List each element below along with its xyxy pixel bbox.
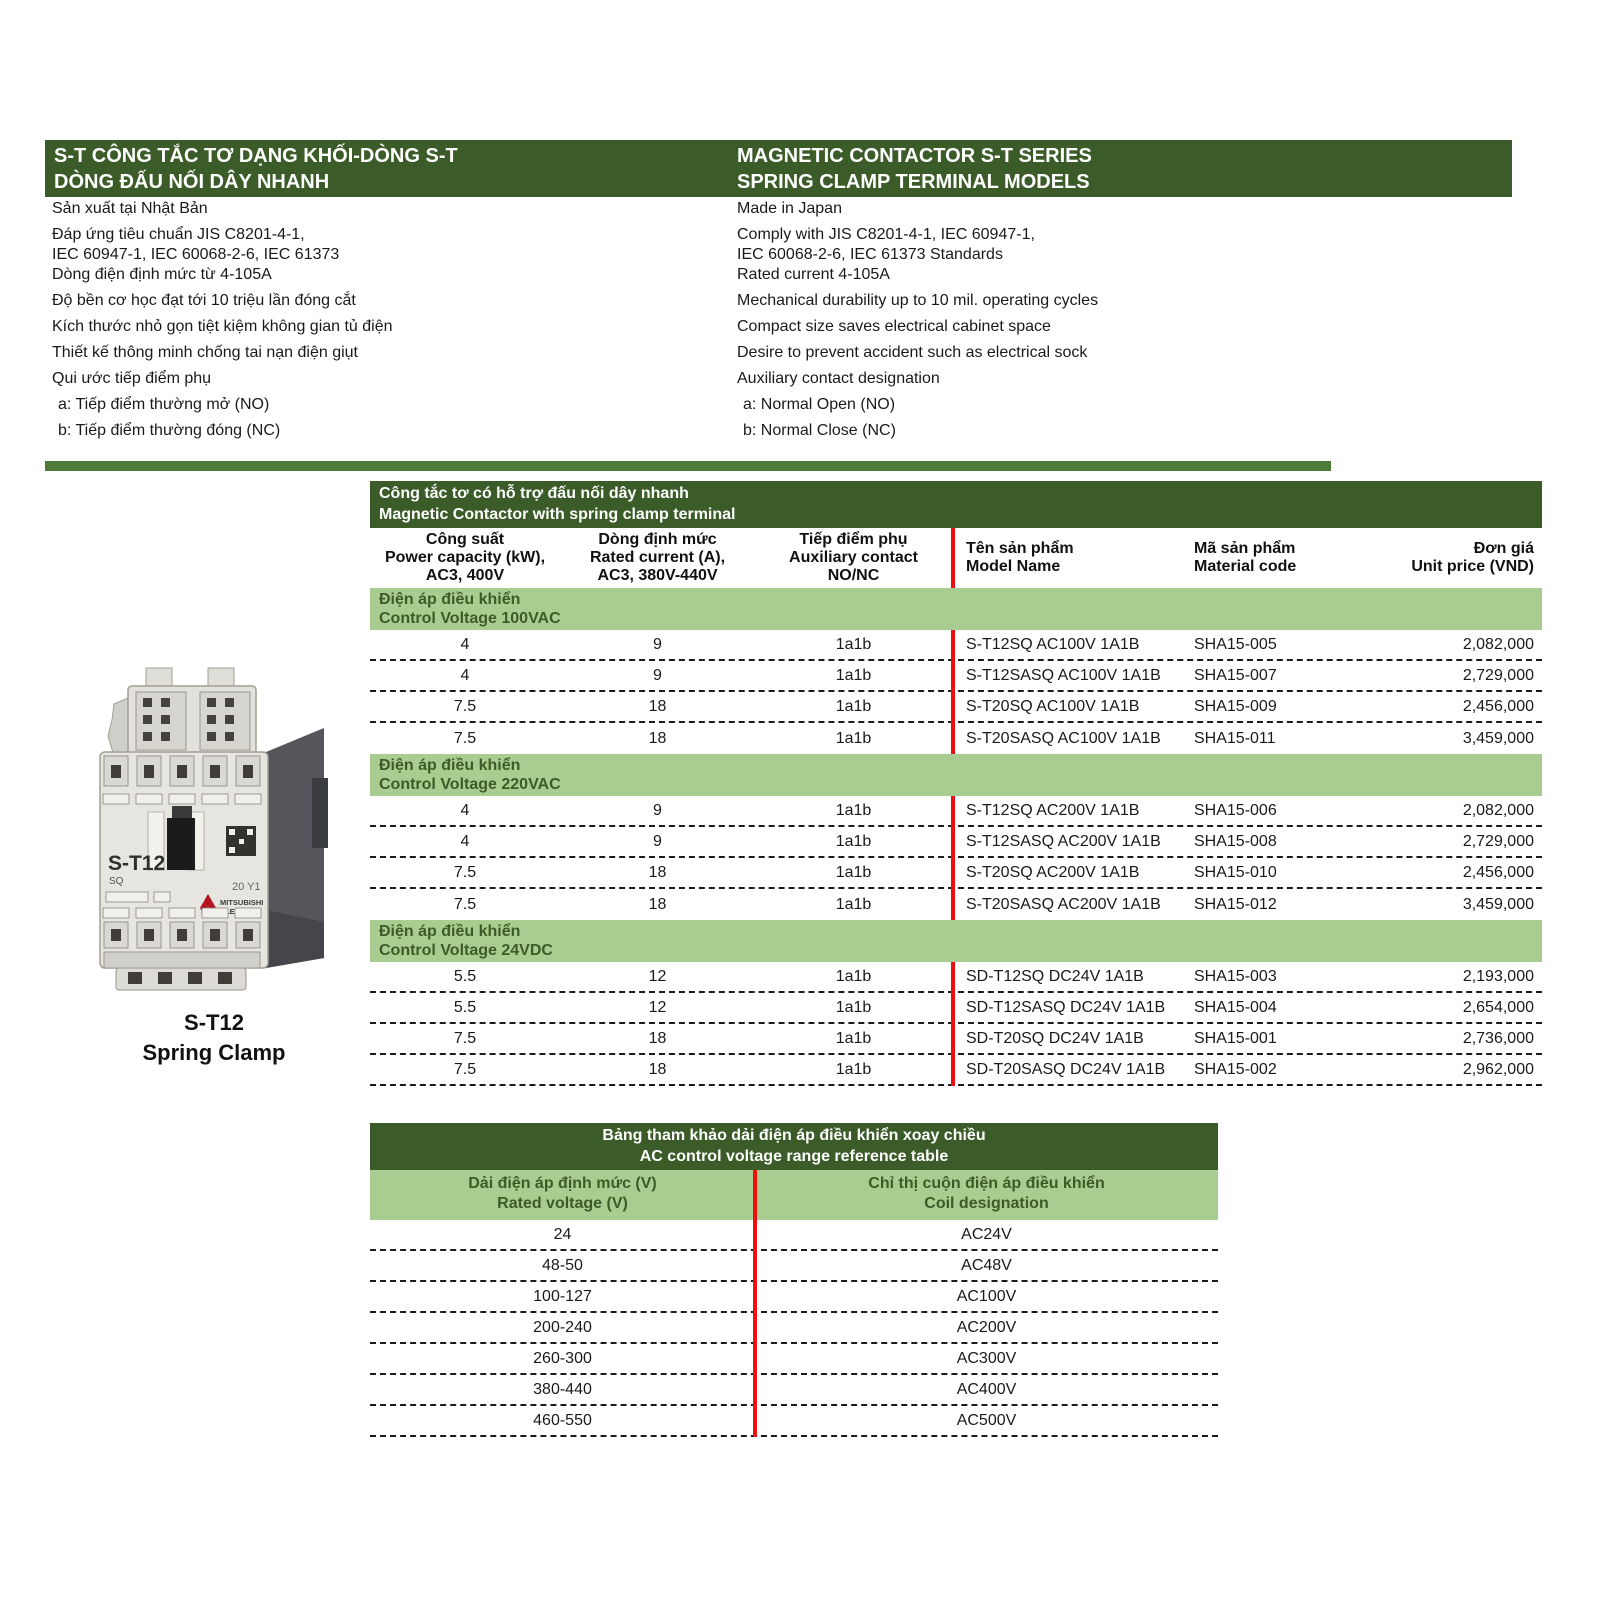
- feature-list: [52, 199, 1522, 440]
- cell-model: S-T20SASQ AC100V 1A1B: [966, 729, 1161, 747]
- feature-vi: Kích thước nhỏ gọn tiệt kiệm không gian tủ điện: [52, 318, 393, 335]
- feature-vi: Qui ước tiếp điểm phụ: [52, 370, 212, 387]
- cell-coil: AC300V: [956, 1349, 1017, 1367]
- cell-current: 18: [648, 697, 667, 715]
- feature-vi: Đáp ứng tiêu chuẩn JIS C8201-4-1,: [52, 226, 305, 243]
- feature-vi: IEC 60947-1, IEC 60068-2-6, IEC 61373: [52, 246, 340, 263]
- cell-price: 2,736,000: [1462, 1029, 1534, 1047]
- col-header-model: Tên sản phẩm Model Name: [966, 540, 1074, 575]
- feature-row: [52, 395, 1522, 414]
- cell-power: 7.5: [453, 863, 477, 881]
- table-row: [370, 858, 1542, 889]
- photo-note: 20 Y1: [232, 881, 261, 893]
- cell-code: SHA15-008: [1194, 832, 1277, 850]
- cell-voltage: 48-50: [542, 1256, 583, 1274]
- cell-current: 9: [653, 635, 662, 653]
- voltage-reference-table: [370, 1123, 1218, 1437]
- cell-coil: AC500V: [956, 1411, 1017, 1429]
- cell-aux: 1a1b: [835, 729, 872, 747]
- page-title-vi-line1: S-T CÔNG TẮC TƠ DẠNG KHỐI-DÒNG S-T: [54, 145, 458, 167]
- feature-vi: a: Tiếp điểm thường mở (NO): [58, 396, 270, 413]
- cell-price: 2,082,000: [1462, 635, 1534, 653]
- cell-price: 2,654,000: [1462, 998, 1534, 1016]
- product-photo: [88, 660, 340, 1006]
- table-row: [370, 1055, 1542, 1086]
- cell-price: 2,193,000: [1462, 967, 1534, 985]
- cell-aux: 1a1b: [835, 967, 872, 985]
- cell-coil: AC200V: [956, 1318, 1017, 1336]
- cell-power: 7.5: [453, 729, 477, 747]
- product-caption-type: Spring Clamp: [142, 1040, 286, 1065]
- feature-en: b: Normal Close (NC): [743, 422, 896, 439]
- product-table-title-vi: Công tắc tơ có hỗ trợ đấu nối dây nhanh: [379, 485, 689, 502]
- cell-current: 12: [648, 998, 667, 1016]
- feature-row: [52, 343, 1522, 362]
- feature-en: a: Normal Open (NO): [743, 396, 896, 413]
- table-row: [370, 889, 1542, 920]
- cell-code: SHA15-002: [1194, 1060, 1277, 1078]
- cell-current: 18: [648, 863, 667, 881]
- contactor-image: [88, 660, 340, 1006]
- cell-power: 7.5: [453, 1029, 477, 1047]
- cell-power: 5.5: [453, 998, 477, 1016]
- cell-price: 2,729,000: [1462, 666, 1534, 684]
- section-header-24vdc: Điện áp điều khiển Control Voltage 24VDC: [370, 920, 1542, 962]
- cell-code: SHA15-009: [1194, 697, 1277, 715]
- photo-model-label: S-T12: [108, 852, 166, 875]
- cell-coil: AC48V: [961, 1256, 1012, 1274]
- cell-price: 2,456,000: [1462, 863, 1534, 881]
- cell-model: S-T12SQ AC100V 1A1B: [966, 635, 1140, 653]
- page-title-en-line1: MAGNETIC CONTACTOR S-T SERIES: [737, 145, 1092, 167]
- table-row: [370, 630, 1542, 661]
- cell-code: SHA15-004: [1194, 998, 1277, 1016]
- cell-power: 4: [460, 832, 470, 850]
- col-header-aux: Tiếp điểm phụ Auxiliary contact NO/NC: [789, 531, 918, 584]
- cell-model: S-T12SASQ AC200V 1A1B: [966, 832, 1161, 850]
- cell-current: 18: [648, 895, 667, 913]
- section-header-100vac: Điện áp điều khiển Control Voltage 100VAC: [370, 588, 1542, 630]
- product-caption: [70, 1008, 358, 1068]
- cell-voltage: 24: [553, 1225, 572, 1243]
- cell-current: 18: [648, 1060, 667, 1078]
- section-rows-24vdc: [370, 962, 1542, 1086]
- cell-model: SD-T20SASQ DC24V 1A1B: [966, 1060, 1166, 1078]
- col-header-code: Mã sản phẩm Material code: [1194, 540, 1297, 575]
- cell-price: 2,962,000: [1462, 1060, 1534, 1078]
- cell-coil: AC24V: [961, 1225, 1012, 1243]
- section-rows-220vac: [370, 796, 1542, 920]
- feature-en: Desire to prevent accident such as electrical sock: [737, 344, 1088, 361]
- col-header-power: Công suất Power capacity (kW), AC3, 400V: [384, 531, 546, 584]
- cell-current: 18: [648, 729, 667, 747]
- col-header-current: Dòng định mức Rated current (A), AC3, 380V-440V: [589, 531, 726, 584]
- cell-code: SHA15-003: [1194, 967, 1277, 985]
- table-row: [370, 692, 1542, 723]
- reference-table-body: [370, 1170, 1218, 1437]
- cell-aux: 1a1b: [835, 895, 872, 913]
- table-row: [370, 1251, 1218, 1282]
- feature-row: [52, 317, 1522, 336]
- page-title-vi-line2: DÒNG ĐẤU NỐI DÂY NHANH: [54, 171, 330, 193]
- cell-current: 9: [653, 666, 662, 684]
- cell-power: 7.5: [453, 697, 477, 715]
- table-row: [370, 796, 1542, 827]
- cell-code: SHA15-012: [1194, 895, 1277, 913]
- col-header-rated-voltage: Dải điện áp định mức (V) Rated voltage (V): [468, 1175, 657, 1212]
- cell-coil: AC400V: [956, 1380, 1017, 1398]
- cell-model: S-T20SQ AC100V 1A1B: [966, 697, 1140, 715]
- cell-power: 4: [460, 801, 470, 819]
- cell-current: 12: [648, 967, 667, 985]
- table-row: [370, 1406, 1218, 1437]
- feature-vi: Độ bền cơ học đạt tới 10 triệu lần đóng cắt: [52, 292, 356, 309]
- table-row: [370, 1024, 1542, 1055]
- feature-en: Compact size saves electrical cabinet space: [737, 318, 1051, 335]
- cell-model: SD-T20SQ DC24V 1A1B: [966, 1029, 1144, 1047]
- feature-vi: b: Tiếp điểm thường đóng (NC): [58, 422, 281, 439]
- table-row: [370, 827, 1542, 858]
- cell-model: SD-T12SASQ DC24V 1A1B: [966, 998, 1166, 1016]
- cell-model: S-T20SQ AC200V 1A1B: [966, 863, 1140, 881]
- feature-en: Comply with JIS C8201-4-1, IEC 60947-1,: [737, 226, 1035, 243]
- page-title-en-line2: SPRING CLAMP TERMINAL MODELS: [737, 171, 1090, 193]
- product-table: [370, 481, 1542, 1086]
- cell-code: SHA15-001: [1194, 1029, 1277, 1047]
- feature-en: Rated current 4-105A: [737, 266, 890, 283]
- cell-power: 4: [460, 635, 470, 653]
- cell-price: 2,729,000: [1462, 832, 1534, 850]
- page-title-en: [737, 143, 1092, 195]
- table-row: [370, 993, 1542, 1024]
- cell-power: 7.5: [453, 1060, 477, 1078]
- cell-aux: 1a1b: [835, 635, 872, 653]
- page-title-vi: [54, 143, 458, 195]
- cell-voltage: 260-300: [533, 1349, 592, 1367]
- reference-table-title-en: AC control voltage range reference table: [639, 1148, 949, 1165]
- cell-code: SHA15-006: [1194, 801, 1277, 819]
- section-rows-100vac: [370, 630, 1542, 754]
- cell-price: 2,456,000: [1462, 697, 1534, 715]
- cell-model: S-T20SASQ AC200V 1A1B: [966, 895, 1161, 913]
- cell-aux: 1a1b: [835, 863, 872, 881]
- photo-model-sublabel: SQ: [109, 876, 124, 887]
- cell-aux: 1a1b: [835, 666, 872, 684]
- cell-aux: 1a1b: [835, 1060, 872, 1078]
- feature-row: [52, 245, 1522, 264]
- feature-row: [52, 421, 1522, 440]
- cell-aux: 1a1b: [835, 998, 872, 1016]
- product-caption-model: S-T12: [184, 1010, 244, 1035]
- cell-current: 9: [653, 801, 662, 819]
- feature-row: [52, 199, 1522, 218]
- cell-power: 7.5: [453, 895, 477, 913]
- feature-en: Made in Japan: [737, 200, 842, 217]
- feature-vi: Sản xuất tại Nhật Bản: [52, 200, 208, 217]
- cell-voltage: 380-440: [533, 1380, 592, 1398]
- cell-aux: 1a1b: [835, 697, 872, 715]
- col-header-coil-designation: Chỉ thị cuộn điện áp điều khiển Coil designation: [868, 1175, 1105, 1212]
- cell-code: SHA15-010: [1194, 863, 1277, 881]
- cell-aux: 1a1b: [835, 832, 872, 850]
- cell-voltage: 100-127: [533, 1287, 592, 1305]
- cell-power: 4: [460, 666, 470, 684]
- table-row: [370, 1313, 1218, 1344]
- cell-current: 9: [653, 832, 662, 850]
- feature-en: Mechanical durability up to 10 mil. operating cycles: [737, 292, 1099, 309]
- feature-en: IEC 60068-2-6, IEC 61373 Standards: [737, 246, 1003, 263]
- section-header-220vac: Điện áp điều khiển Control Voltage 220VAC: [370, 754, 1542, 796]
- cell-model: SD-T12SQ DC24V 1A1B: [966, 967, 1144, 985]
- table-row: [370, 1375, 1218, 1406]
- brand-text-1: MITSUBISHI: [220, 898, 264, 907]
- cell-code: SHA15-007: [1194, 666, 1277, 684]
- reference-table-title: [370, 1123, 1218, 1170]
- cell-aux: 1a1b: [835, 1029, 872, 1047]
- feature-vi: Dòng điện định mức từ 4-105A: [52, 266, 272, 283]
- table-row: [370, 1220, 1218, 1251]
- table-row: [370, 723, 1542, 754]
- cell-code: SHA15-011: [1194, 729, 1276, 747]
- feature-row: [52, 225, 1522, 244]
- feature-row: [52, 369, 1522, 388]
- table-row: [370, 661, 1542, 692]
- contactor-actuator: [167, 818, 195, 870]
- feature-en: Auxiliary contact designation: [737, 370, 940, 387]
- section-divider: [45, 461, 1331, 471]
- cell-model: S-T12SQ AC200V 1A1B: [966, 801, 1140, 819]
- cell-price: 3,459,000: [1462, 729, 1534, 747]
- table-row: [370, 1282, 1218, 1313]
- cell-aux: 1a1b: [835, 801, 872, 819]
- red-divider-gap: [952, 531, 966, 585]
- table-row: [370, 962, 1542, 993]
- cell-current: 18: [648, 1029, 667, 1047]
- reference-table-title-vi: Bảng tham khảo dải điện áp điều khiển xoay chiều: [602, 1127, 986, 1144]
- cell-price: 3,459,000: [1462, 895, 1534, 913]
- cell-voltage: 460-550: [533, 1411, 592, 1429]
- feature-vi: Thiết kế thông minh chống tai nạn điện giụt: [52, 344, 358, 361]
- col-header-price: Đơn giá Unit price (VND): [1411, 540, 1534, 575]
- table-row: [370, 1344, 1218, 1375]
- cell-model: S-T12SASQ AC100V 1A1B: [966, 666, 1161, 684]
- reference-table-column-headers: [370, 1170, 1218, 1220]
- product-table-title-en: Magnetic Contactor with spring clamp terminal: [379, 506, 736, 523]
- cell-coil: AC100V: [956, 1287, 1017, 1305]
- feature-row: [52, 291, 1522, 310]
- cell-voltage: 200-240: [533, 1318, 592, 1336]
- product-table-column-headers: [370, 528, 1542, 588]
- feature-row: [52, 265, 1522, 284]
- product-table-title: [370, 481, 1542, 528]
- page-title-bar: [45, 140, 1512, 197]
- cell-power: 5.5: [453, 967, 477, 985]
- cell-price: 2,082,000: [1462, 801, 1534, 819]
- cell-code: SHA15-005: [1194, 635, 1277, 653]
